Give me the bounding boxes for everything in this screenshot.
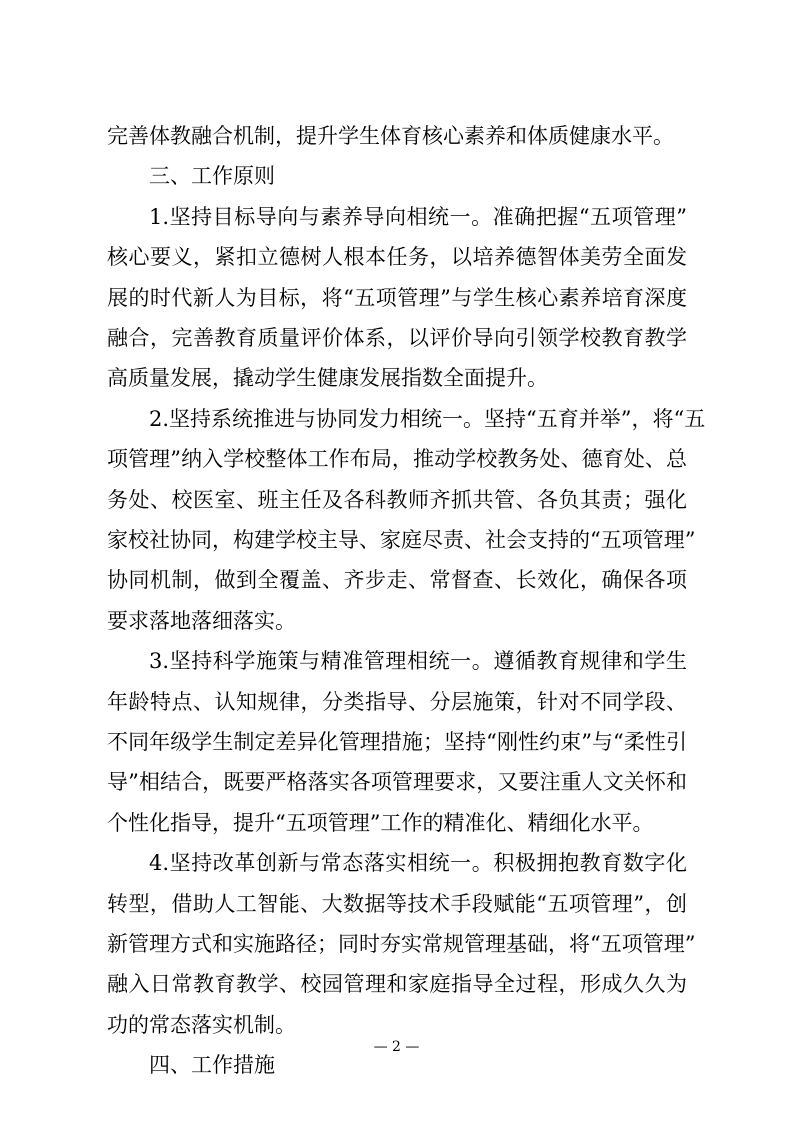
- paragraph-line: 完善体教融合机制，提升学生体育核心素养和体质健康水平。: [107, 124, 674, 148]
- section-heading: 三、工作原则: [149, 164, 275, 188]
- paragraph-line: 融合，完善教育质量评价体系，以评价导向引领学校教育教学: [107, 326, 687, 350]
- paragraph-line: 要求落地落细落实。: [107, 609, 296, 633]
- paragraph-line: 导”相结合，既要严格落实各项管理要求，又要注重人文关怀和: [107, 770, 687, 794]
- paragraph-line: 1.坚持目标导向与素养导向相统一。准确把握“五项管理”: [149, 205, 687, 229]
- paragraph-line: 3.坚持科学施策与精准管理相统一。遵循教育规律和学生: [149, 649, 687, 673]
- section-heading: 四、工作措施: [149, 1053, 275, 1077]
- paragraph-line: 年龄特点、认知规律，分类指导、分层施策，针对不同学段、: [107, 690, 687, 714]
- paragraph-line: 新管理方式和实施路径；同时夯实常规管理基础，将“五项管理”: [107, 932, 696, 956]
- paragraph-line: 个性化指导，提升“五项管理”工作的精准化、精细化水平。: [107, 811, 654, 835]
- paragraph-line: 高质量发展，撬动学生健康发展指数全面提升。: [107, 366, 548, 390]
- page-number: — 2 —: [373, 1039, 420, 1055]
- paragraph-line: 4.坚持改革创新与常态落实相统一。积极拥抱教育数字化: [149, 851, 687, 875]
- paragraph-line: 展的时代新人为目标，将“五项管理”与学生核心素养培育深度: [107, 286, 687, 310]
- paragraph-line: 家校社协同，构建学校主导、家庭尽责、社会支持的“五项管理”: [107, 528, 696, 552]
- paragraph-line: 转型，借助人工智能、大数据等技术手段赋能“五项管理”，创: [107, 892, 687, 916]
- paragraph-line: 不同年级学生制定差异化管理措施；坚持“刚性约束”与“柔性引: [107, 730, 687, 754]
- paragraph-line: 务处、校医室、班主任及各科教师齐抓共管、各负其责；强化: [107, 488, 687, 512]
- paragraph-line: 协同机制，做到全覆盖、齐步走、常督查、长效化，确保各项: [107, 568, 687, 592]
- paragraph-line: 2.坚持系统推进与协同发力相统一。坚持“五育并举”，将“五: [149, 407, 706, 431]
- paragraph-line: 项管理”纳入学校整体工作布局，推动学校教务处、德育处、总: [107, 447, 687, 471]
- paragraph-line: 融入日常教育教学、校园管理和家庭指导全过程，形成久久为: [107, 972, 687, 996]
- paragraph-line: 功的常态落实机制。: [107, 1013, 296, 1037]
- paragraph-line: 核心要义，紧扣立德树人根本任务，以培养德智体美劳全面发: [107, 245, 687, 269]
